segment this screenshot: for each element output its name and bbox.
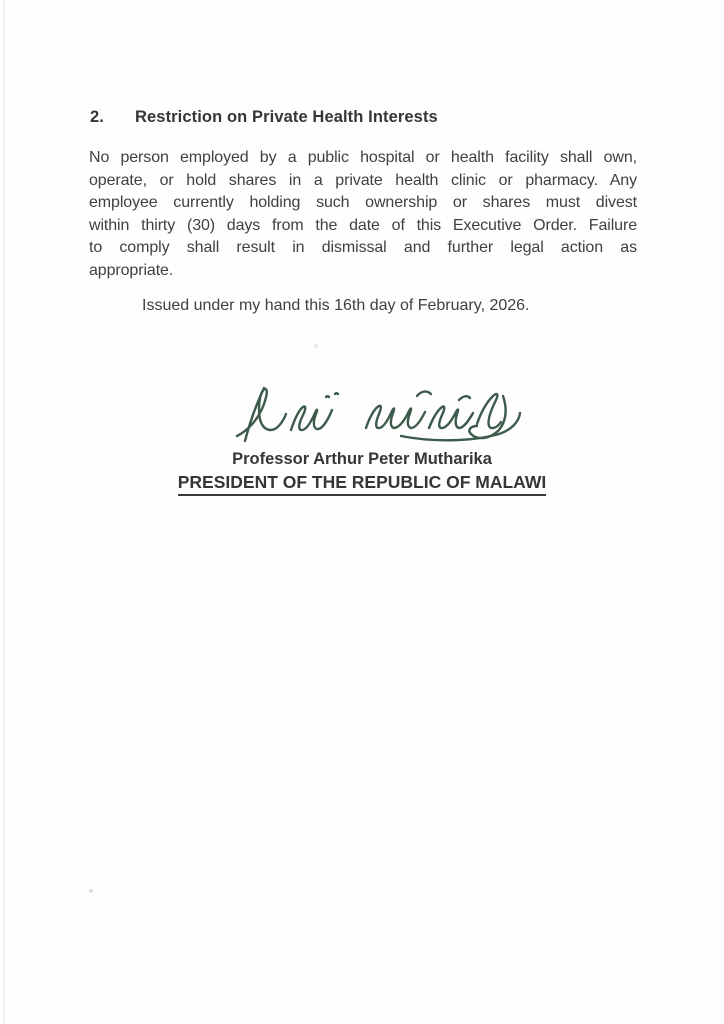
section-title: Restriction on Private Health Interests bbox=[135, 108, 438, 126]
scan-edge-artifact bbox=[3, 0, 5, 1024]
paragraph-line: appropriate. bbox=[89, 261, 174, 279]
signature bbox=[231, 380, 527, 448]
signatory-title bbox=[0, 472, 724, 496]
paragraph-line: employee currently holding such ownership or shares must divest bbox=[89, 194, 637, 212]
issuance-line: Issued under my hand this 16th day of February, 2026. bbox=[142, 297, 530, 314]
body-paragraph bbox=[89, 147, 637, 283]
paragraph-line: within thirty (30) days from the date of this Executive Order. Failure bbox=[89, 216, 637, 234]
signatory-title-text: PRESIDENT OF THE REPUBLIC OF MALAWI bbox=[178, 472, 546, 496]
section-heading bbox=[90, 108, 638, 127]
scan-speck bbox=[314, 344, 318, 348]
signatory-name: Professor Arthur Peter Mutharika bbox=[232, 450, 492, 468]
paragraph-line: to comply shall result in dismissal and further legal action as bbox=[89, 239, 637, 257]
paragraph-line: operate, or hold shares in a private health clinic or pharmacy. Any bbox=[89, 171, 637, 189]
scan-speck bbox=[89, 889, 93, 893]
section-number: 2. bbox=[90, 108, 104, 126]
signature-ink-icon bbox=[231, 380, 527, 448]
paragraph-line: No person employed by a public hospital or health facility shall own, bbox=[89, 149, 637, 166]
